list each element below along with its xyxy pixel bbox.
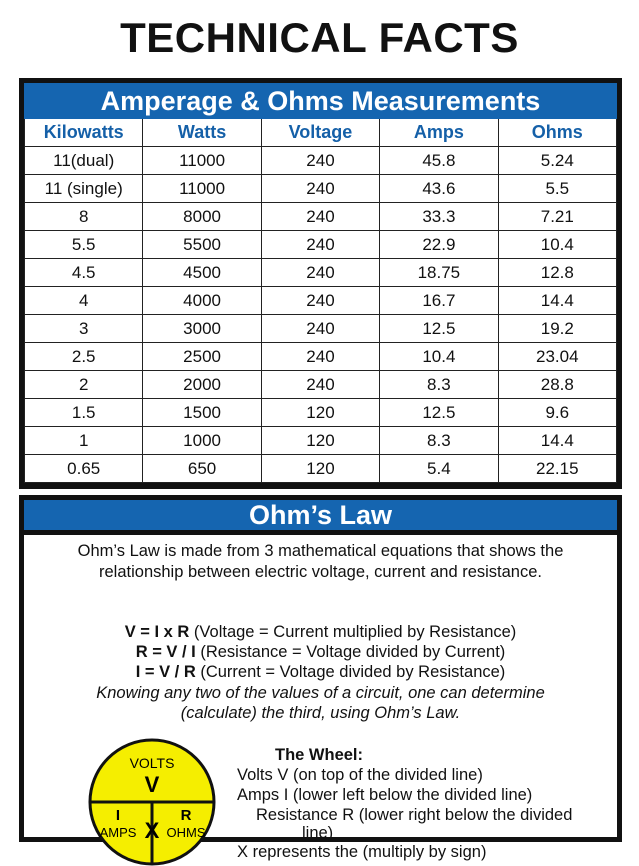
- table-row: [25, 315, 617, 343]
- equation-voltage: [24, 623, 617, 642]
- table-row: [25, 231, 617, 259]
- table-cell: 240: [261, 175, 379, 203]
- table-cell: 4500: [143, 259, 261, 287]
- table-cell: 1500: [143, 399, 261, 427]
- column-header-kilowatts: Kilowatts: [25, 119, 143, 147]
- wheel-description-line: line): [302, 824, 334, 842]
- wheel-description-line: X represents the (multiply by sign): [237, 843, 487, 861]
- table-cell: 11000: [143, 175, 261, 203]
- table-cell: 8.3: [380, 427, 498, 455]
- table-cell: 11000: [143, 147, 261, 175]
- table-cell: 22.15: [498, 455, 616, 483]
- ohms-law-body: [24, 535, 617, 861]
- note-line: (calculate) the third, using Ohm’s Law.: [180, 704, 461, 722]
- ohms-law-note: [24, 683, 617, 723]
- wheel-r-symbol: R: [180, 807, 192, 824]
- wheel-ohms-label: OHMS: [166, 825, 206, 840]
- table-cell: 14.4: [498, 427, 616, 455]
- table-cell: 3: [25, 315, 143, 343]
- column-header-amps: Amps: [380, 119, 498, 147]
- equation-description: (Current = Voltage divided by Resistance): [195, 663, 506, 681]
- table-cell: 2000: [143, 371, 261, 399]
- table-cell: 2: [25, 371, 143, 399]
- equation-current: [24, 663, 617, 682]
- table-cell: 10.4: [498, 231, 616, 259]
- table-cell: 240: [261, 371, 379, 399]
- table-cell: 240: [261, 147, 379, 175]
- table-cell: 12.5: [380, 315, 498, 343]
- table-cell: 240: [261, 259, 379, 287]
- equation-formula: V = I x R: [124, 623, 190, 641]
- table-cell: 8.3: [380, 371, 498, 399]
- wheel-description-line: Amps I (lower left below the divided line): [237, 786, 533, 804]
- table-cell: 45.8: [380, 147, 498, 175]
- table-cell: 0.65: [25, 455, 143, 483]
- wheel-title: The Wheel:: [275, 746, 364, 764]
- table-row: [25, 203, 617, 231]
- note-line: Knowing any two of the values of a circuit, one can determine: [96, 684, 545, 702]
- ohms-law-intro: [24, 541, 617, 583]
- intro-line: relationship between electric voltage, current and resistance.: [99, 563, 542, 581]
- table-cell: 5500: [143, 231, 261, 259]
- table-cell: 2.5: [25, 343, 143, 371]
- table-cell: 120: [261, 399, 379, 427]
- table-cell: 11 (single): [25, 175, 143, 203]
- table-row: [25, 427, 617, 455]
- table-row: [25, 399, 617, 427]
- table-cell: 12.5: [380, 399, 498, 427]
- table-cell: 23.04: [498, 343, 616, 371]
- page-title: TECHNICAL FACTS: [120, 14, 519, 61]
- wheel-description-line: Volts V (on top of the divided line): [237, 766, 483, 784]
- table-cell: 4.5: [25, 259, 143, 287]
- table-cell: 240: [261, 315, 379, 343]
- wheel-multiply-symbol: X: [144, 818, 160, 843]
- table-cell: 4: [25, 287, 143, 315]
- wheel-amps-label: AMPS: [99, 825, 137, 840]
- table-row: [25, 455, 617, 483]
- table-cell: 240: [261, 231, 379, 259]
- wheel-volts-label: VOLTS: [129, 755, 175, 771]
- table-cell: 18.75: [380, 259, 498, 287]
- table-cell: 19.2: [498, 315, 616, 343]
- ohms-law-header: Ohm’s Law: [24, 500, 617, 530]
- intro-line: Ohm’s Law is made from 3 mathematical equations that shows the: [77, 542, 564, 560]
- table-row: [25, 147, 617, 175]
- table-cell: 9.6: [498, 399, 616, 427]
- amperage-table: [24, 119, 617, 483]
- table-cell: 16.7: [380, 287, 498, 315]
- table-cell: 240: [261, 343, 379, 371]
- table-cell: 1: [25, 427, 143, 455]
- column-header-voltage: Voltage: [261, 119, 379, 147]
- table-cell: 5.4: [380, 455, 498, 483]
- table-cell: 8000: [143, 203, 261, 231]
- wheel-i-symbol: I: [115, 807, 121, 824]
- ohms-law-section: [19, 495, 622, 861]
- amperage-table-section: [19, 78, 622, 489]
- table-cell: 28.8: [498, 371, 616, 399]
- table-cell: 22.9: [380, 231, 498, 259]
- ohms-law-wheel-diagram: [82, 738, 222, 866]
- equation-formula: R = V / I: [135, 643, 196, 661]
- table-cell: 8: [25, 203, 143, 231]
- table-cell: 3000: [143, 315, 261, 343]
- equation-description: (Resistance = Voltage divided by Current): [195, 643, 506, 661]
- equation-description: (Voltage = Current multiplied by Resistance): [189, 623, 517, 641]
- amperage-table-header: Amperage & Ohms Measurements: [24, 83, 617, 119]
- table-row: [25, 287, 617, 315]
- table-cell: 7.21: [498, 203, 616, 231]
- table-cell: 5.5: [498, 175, 616, 203]
- table-row: [25, 371, 617, 399]
- table-cell: 10.4: [380, 343, 498, 371]
- table-cell: 2500: [143, 343, 261, 371]
- table-cell: 1000: [143, 427, 261, 455]
- table-header-row: [25, 119, 617, 147]
- table-cell: 5.5: [25, 231, 143, 259]
- table-cell: 1.5: [25, 399, 143, 427]
- table-cell: 4000: [143, 287, 261, 315]
- table-cell: 120: [261, 455, 379, 483]
- equation-formula: I = V / R: [135, 663, 196, 681]
- table-cell: 14.4: [498, 287, 616, 315]
- column-header-ohms: Ohms: [498, 119, 616, 147]
- table-cell: 12.8: [498, 259, 616, 287]
- wheel-v-symbol: V: [144, 772, 160, 797]
- wheel-description-line: Resistance R (lower right below the divided: [256, 806, 573, 824]
- table-cell: 120: [261, 427, 379, 455]
- column-header-watts: Watts: [143, 119, 261, 147]
- table-row: [25, 259, 617, 287]
- table-row: [25, 343, 617, 371]
- table-cell: 11(dual): [25, 147, 143, 175]
- table-cell: 5.24: [498, 147, 616, 175]
- table-cell: 43.6: [380, 175, 498, 203]
- table-cell: 240: [261, 287, 379, 315]
- table-cell: 240: [261, 203, 379, 231]
- equation-resistance: [24, 643, 617, 662]
- table-cell: 33.3: [380, 203, 498, 231]
- table-row: [25, 175, 617, 203]
- table-cell: 650: [143, 455, 261, 483]
